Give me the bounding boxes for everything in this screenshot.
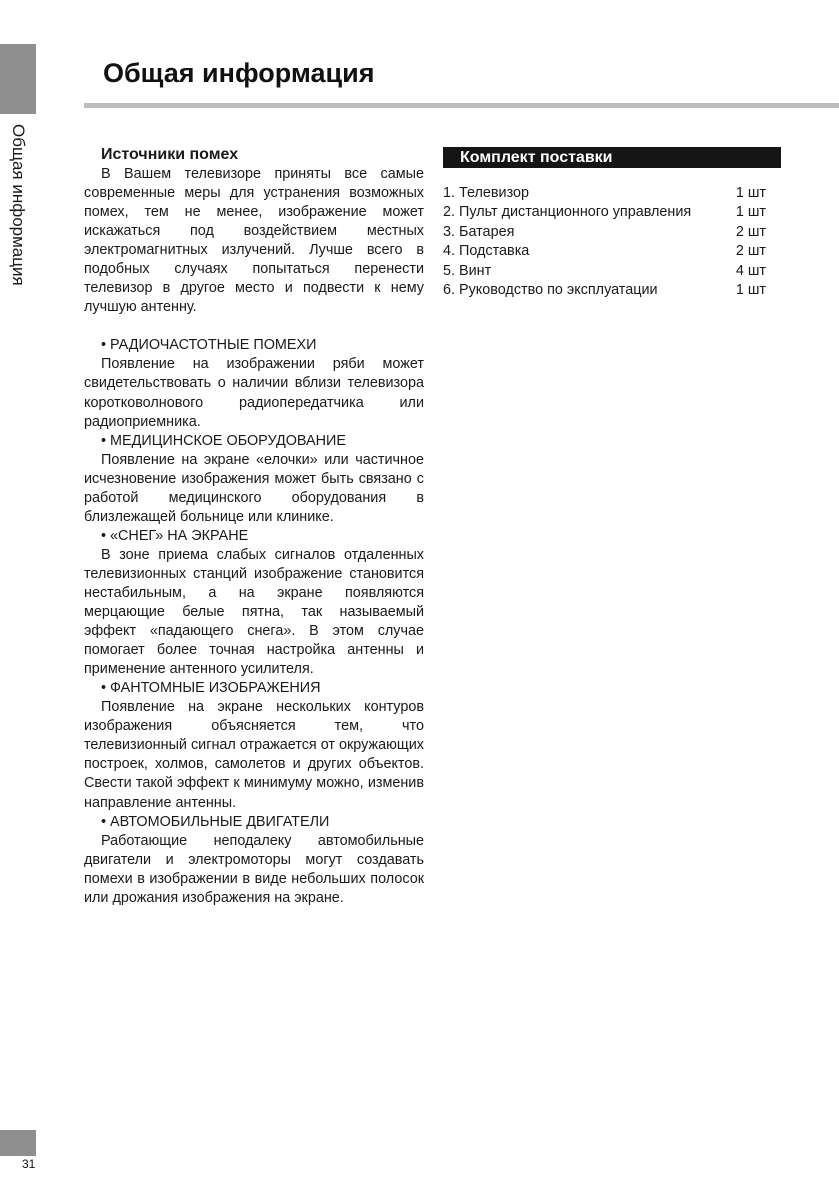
title-divider	[84, 103, 839, 108]
page-title: Общая информация	[103, 58, 375, 88]
side-section-label: Общая информация	[9, 124, 28, 286]
interference-item	[84, 679, 424, 812]
kit-list	[443, 184, 781, 300]
kit-item-name: 2. Пульт дистанционного управления	[443, 204, 692, 221]
interference-item-text: Появление на изображении ряби может свидетельствовать о наличии вблизи телевизора коротковолнового радиопередатчика или радиоприемника.	[84, 356, 424, 430]
interference-item-label: • ФАНТОМНЫЕ ИЗОБРАЖЕНИЯ	[101, 680, 321, 697]
interference-item-label: • МЕДИЦИНСКОЕ ОБОРУДОВАНИЕ	[101, 432, 346, 449]
kit-item-name: 1. Телевизор	[443, 185, 530, 201]
paragraph-gap	[84, 317, 424, 336]
interference-item-label: • АВТОМОБИЛЬНЫЕ ДВИГАТЕЛИ	[101, 813, 330, 830]
interference-item-text: В зоне приема слабых сигналов отдаленных телевизионных станций изображение становится нестабильным, а на экране появляются мерцающие белые пятна, так называемый эффект «падающего снега». В этом случае помогает более точная настройка антенны и применение антенного усилителя.	[84, 546, 424, 678]
kit-section	[443, 147, 781, 300]
kit-item-name: 5. Винт	[443, 262, 492, 279]
interference-section	[84, 145, 424, 908]
interference-item	[84, 527, 424, 679]
kit-item-qty: 2 шт	[735, 223, 766, 240]
kit-item	[443, 223, 766, 242]
interference-item-text: Появление на экране нескольких контуров изображения объясняется тем, что телевизионный сигнал отражается от окружающих построек, холмов, самолетов и других объектов. Свести такой эффект к минимуму можно, изменив направление антенны.	[84, 699, 424, 811]
kit-item-qty: 1 шт	[735, 185, 766, 201]
kit-heading: Комплект поставки	[443, 147, 781, 168]
kit-item-qty: 1 шт	[735, 282, 766, 299]
kit-item	[443, 184, 766, 203]
kit-item-name: 6. Руководство по эксплуатации	[443, 282, 658, 299]
kit-item	[443, 281, 766, 300]
interference-item-label: • «СНЕГ» НА ЭКРАНЕ	[101, 527, 249, 544]
interference-item-label: • РАДИОЧАСТОТНЫЕ ПОМЕХИ	[101, 337, 317, 354]
side-tab-marker	[0, 44, 36, 114]
interference-heading: Источники помех	[101, 146, 239, 163]
kit-item	[443, 203, 766, 222]
interference-item	[84, 432, 424, 527]
kit-item-qty: 1 шт	[735, 204, 766, 221]
interference-item-text: Работающие неподалеку автомобильные двигатели и электромоторы могут создавать помехи в изображении в виде небольших полосок или дрожания изображения на экране.	[84, 832, 424, 906]
page-tab-marker	[0, 1130, 36, 1156]
kit-item	[443, 242, 766, 261]
kit-item-qty: 4 шт	[735, 262, 766, 279]
kit-item-name: 4. Подставка	[443, 243, 530, 260]
kit-item-qty: 2 шт	[735, 243, 766, 260]
interference-item	[84, 813, 424, 908]
page-number: 31	[22, 1157, 36, 1171]
interference-item	[84, 336, 424, 431]
kit-item	[443, 262, 766, 281]
kit-item-name: 3. Батарея	[443, 223, 515, 240]
interference-intro: В Вашем телевизоре приняты все самые современные меры для устранения возможных помех, тем не менее, изображение может искажаться под воздействием местных электромагнитных излучений. Лучше всего в подобных случаях попытаться перенести телевизор в другое место и подвести к нему лучшую антенну.	[84, 166, 424, 316]
interference-item-text: Появление на экране «елочки» или частичное исчезновение изображения может быть связано с работой медицинского оборудования в близлежащей больнице или клинике.	[84, 451, 424, 525]
